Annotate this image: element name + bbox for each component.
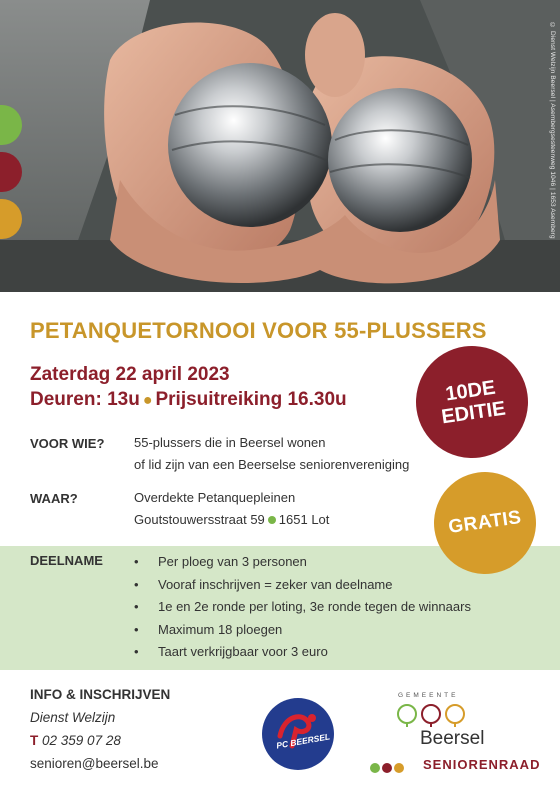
gold-tab (0, 199, 22, 239)
edition-word: EDITIE (440, 397, 507, 429)
red-dot (382, 763, 392, 773)
photo-credit: © Dienst Welzijn Beersel | Asembergsesteenweg 1046 | 1653 Asemberg (549, 22, 556, 239)
waar-label: WAAR? (30, 491, 78, 506)
free-text: GRATIS (447, 507, 523, 539)
gemeente-name: Beersel (420, 728, 485, 749)
petanque-balls-illustration (0, 0, 560, 292)
gold-dot (394, 763, 404, 773)
waar-line1: Overdekte Petanquepleinen (134, 490, 296, 505)
waar-value (134, 487, 329, 531)
separator-dot: ● (142, 392, 153, 409)
bullet-icon: • (134, 644, 139, 659)
event-date: Zaterdag 22 april 2023 (30, 364, 230, 385)
doors-time: Deuren: 13u (30, 389, 140, 410)
waar-street: Goutstouwersstraat 59 (134, 512, 265, 527)
waar-address (134, 509, 329, 531)
green-dot (370, 763, 380, 773)
list-item: • Vooraf inschrijven = zeker van deelname (134, 574, 471, 597)
edition-number: 10DE (444, 376, 497, 406)
bullet-icon: • (134, 554, 139, 569)
info-title: INFO & INSCHRIJVEN (30, 687, 171, 702)
seniorenraad-label: SENIORENRAAD (423, 757, 541, 772)
info-phone (30, 733, 121, 748)
red-tab (0, 152, 22, 192)
voor-wie-line1: 55-plussers die in Beersel wonen (134, 435, 326, 450)
list-item: • Maximum 18 ploegen (134, 619, 471, 642)
address-dot (268, 516, 276, 524)
edition-badge (409, 339, 535, 465)
event-title: PETANQUETORNOOI VOOR 55-PLUSSERS (30, 318, 487, 343)
voor-wie-value (134, 432, 409, 476)
voor-wie-line2: of lid zijn van een Beerselse seniorenvereniging (134, 457, 410, 472)
club-name: PC BEERSEL (275, 731, 331, 751)
list-item: • Taart verkrijgbaar voor 3 euro (134, 641, 471, 664)
seniorenraad-dots (370, 760, 406, 778)
list-item: • 1e en 2e ronde per loting, 3e ronde tegen de winnaars (134, 596, 471, 619)
gemeente-label: GEMEENTE (398, 692, 459, 699)
list-item: • Per ploeg van 3 personen (134, 551, 471, 574)
awards-time: Prijsuitreiking 16.30u (155, 389, 347, 410)
phone-number[interactable]: 02 359 07 28 (42, 733, 121, 748)
bullet-icon: • (134, 621, 139, 637)
info-email[interactable]: senioren@beersel.be (30, 756, 159, 771)
deelname-list (134, 551, 471, 664)
info-department: Dienst Welzijn (30, 710, 116, 725)
event-times (30, 389, 347, 411)
pc-beersel-logo (262, 698, 334, 770)
brand-color-tabs (0, 105, 22, 246)
bullet-icon: • (134, 599, 139, 614)
deelname-label: DEELNAME (30, 553, 103, 568)
waar-city: 1651 Lot (278, 512, 330, 527)
hero-photo (0, 0, 560, 292)
voor-wie-label: VOOR WIE? (30, 436, 105, 451)
green-tab (0, 105, 22, 145)
bullet-icon: • (134, 576, 139, 592)
phone-prefix: T (30, 733, 39, 748)
